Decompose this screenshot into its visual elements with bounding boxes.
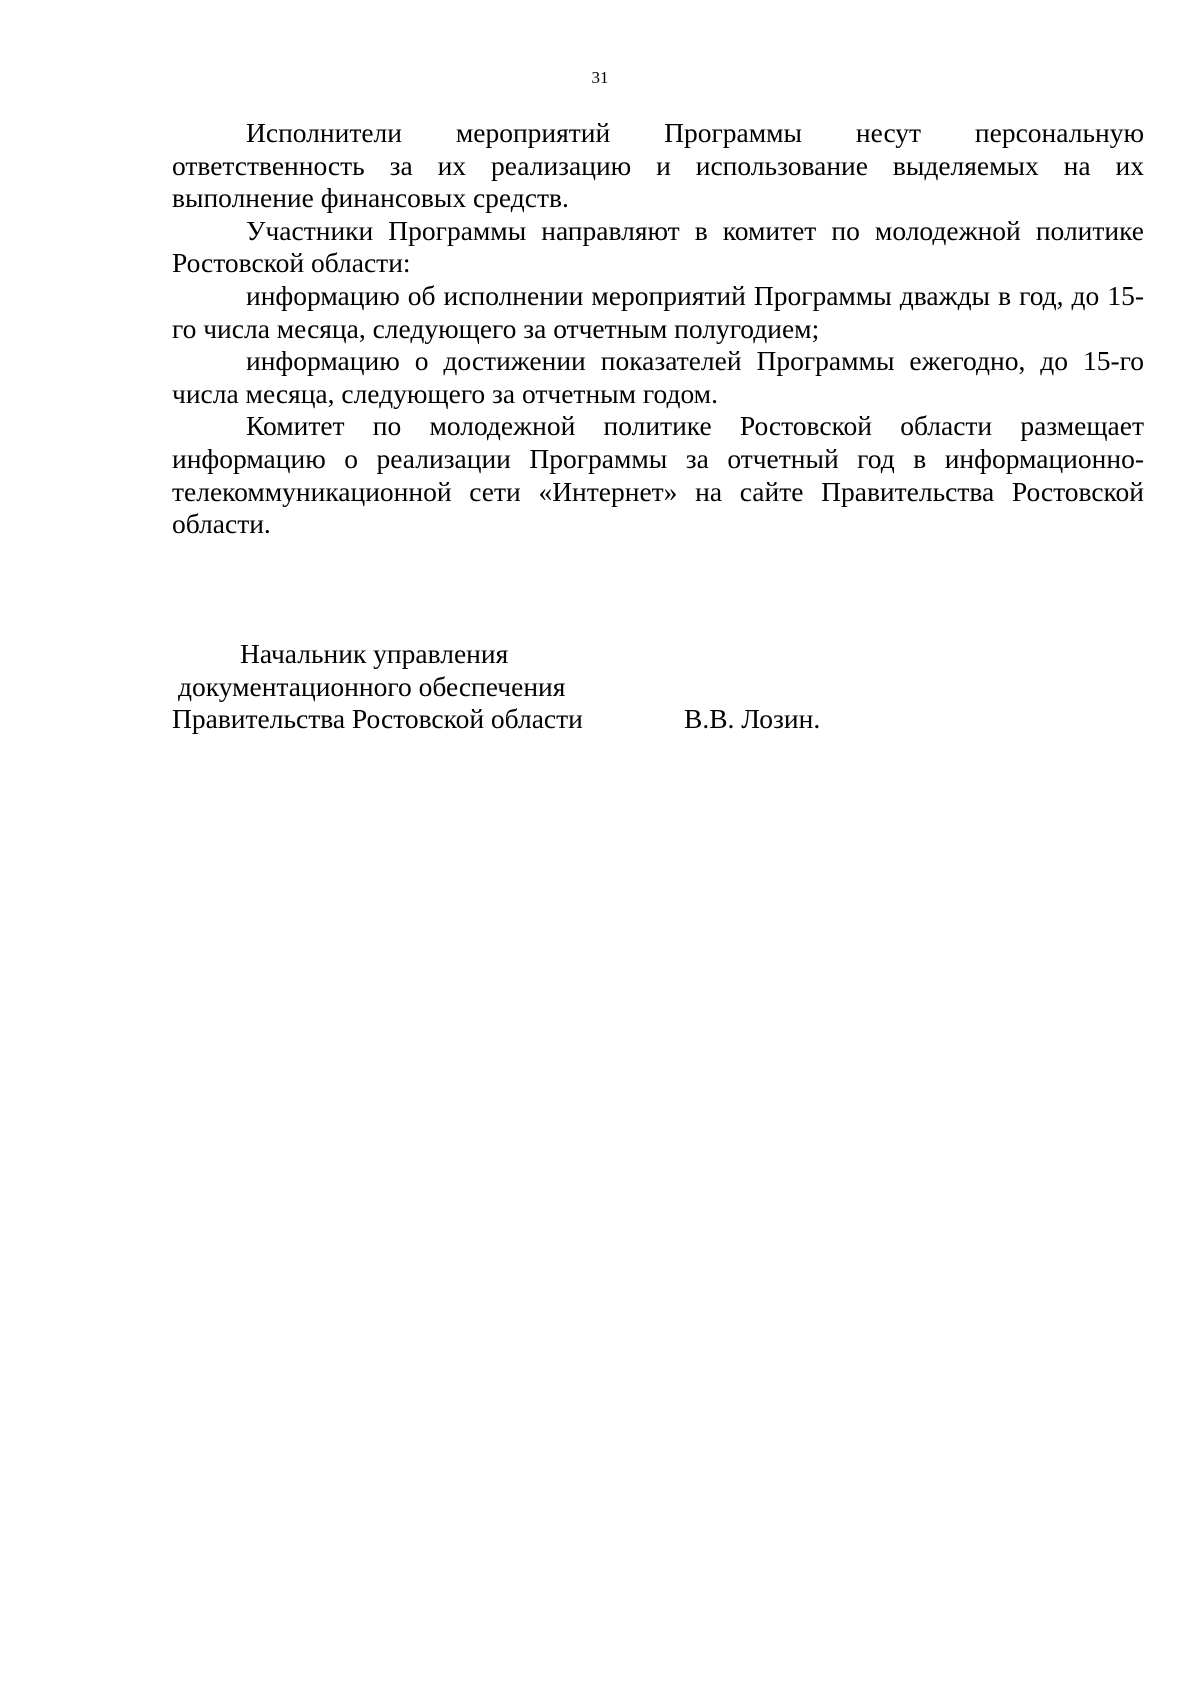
signatory-title-line-3: Правительства Ростовской области [172,703,583,735]
paragraph-annual-indicators: информацию о достижении показателей Программы ежегодно, до 15-го числа месяца, следующего за отчетным годом. [172,345,1144,409]
paragraph-committee-publication: Комитет по молодежной политике Ростовской области размещает информацию о реализации Программы за отчетный год в информационно-телекоммуникационной сети «Интернет» на сайте Правительства Ростовской области. [172,410,1144,540]
paragraph-semiannual-info: информацию об исполнении мероприятий Программы дважды в год, до 15-го числа месяца, следующего за отчетным полугодием; [172,279,1144,344]
paragraph-executors-responsibility: Исполнители мероприятий Программы несут персональную ответственность за их реализацию и использование выделяемых на их выполнение финансовых средств. [172,117,1144,214]
document-body [172,117,1144,541]
signatory-title-line-1: Начальник управления [240,638,509,669]
signature-block [172,638,872,736]
paragraph-participants-report: Участники Программы направляют в комитет по молодежной политике Ростовской области: [172,214,1144,279]
page-number: 31 [591,68,609,87]
signatory-title-line-2: документационного обеспечения [178,670,566,702]
signatory-name: В.В. Лозин. [684,703,821,735]
